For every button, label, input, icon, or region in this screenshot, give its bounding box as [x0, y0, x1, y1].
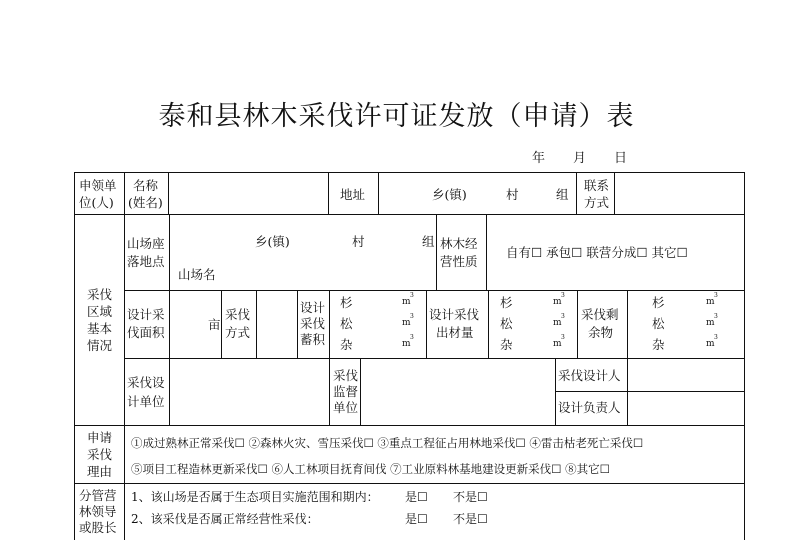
residue-pine-label: 松 — [652, 316, 665, 331]
residue-fir-unit: m — [706, 297, 715, 307]
supervision-label-line1: 采伐 — [333, 368, 359, 383]
residue-misc-unit-sup: 3 — [714, 334, 718, 341]
residue-label-line1: 采伐剩 — [581, 307, 619, 322]
residue-label-line2: 余物 — [588, 325, 614, 340]
stock-misc-label: 杂 — [340, 337, 353, 352]
leader-question-2: 2、该采伐是否属正常经营性采伐： — [131, 512, 319, 526]
management-options[interactable]: 自有☐ 承包☐ 联营分成☐ 其它☐ — [506, 245, 688, 260]
reason-options-line2[interactable]: ⑤项目工程造林更新采伐☐ ⑥人工林项目抚育间伐 ⑦工业原料林基地建设更新采伐☐ ⑧其它☐ — [131, 462, 610, 476]
output-misc-unit: m — [553, 339, 562, 349]
design-leader-label: 设计负责人 — [558, 400, 621, 415]
leader-q2-no-checkbox[interactable]: 不是☐ — [453, 512, 488, 526]
stock-misc-unit: m — [402, 339, 411, 349]
address-township-label: 乡(镇) — [432, 187, 467, 202]
method-label-line1: 采伐 — [225, 307, 251, 322]
stock-fir-label: 杉 — [340, 295, 353, 310]
contact-label-line1: 联系 — [584, 178, 610, 193]
design-area-label-line2: 伐面积 — [127, 325, 165, 340]
leader-label-line1: 分管营 — [79, 488, 117, 503]
management-label-line1: 林木经 — [440, 236, 478, 251]
output-label-line2: 出材量 — [436, 325, 474, 340]
design-unit-label-line1: 采伐设 — [127, 375, 165, 390]
leader-label-line3: 或股长 — [79, 520, 117, 535]
output-fir-unit: m — [553, 297, 562, 307]
date-day-label: 日 — [614, 151, 628, 166]
address-group-label: 组 — [556, 187, 569, 202]
area-section-label-2: 区域 — [87, 304, 113, 319]
leader-q1-no-checkbox[interactable]: 不是☐ — [453, 490, 488, 504]
output-fir-unit-sup: 3 — [561, 292, 565, 299]
design-unit-label-line2: 计单位 — [127, 394, 165, 409]
reason-label-line2: 采伐 — [87, 447, 113, 462]
designer-field[interactable] — [629, 360, 743, 390]
stock-misc-unit-sup: 3 — [410, 334, 414, 341]
mu-unit-label: 亩 — [208, 317, 221, 332]
reason-options-line1[interactable]: ①成过熟林正常采伐☐ ②森林火灾、雪压采伐☐ ③重点工程征占用林地采伐☐ ④雷击枯老死亡采伐☐ — [131, 436, 644, 450]
leader-question-1: 1、该山场是否属于生态项目实施范围和期内： — [131, 490, 379, 504]
area-section-label-1: 采伐 — [87, 287, 113, 302]
name-label-line1: 名称 — [133, 178, 159, 193]
output-misc-unit-sup: 3 — [561, 334, 565, 341]
location-village-label: 村 — [352, 234, 365, 249]
stock-pine-label: 松 — [340, 316, 353, 331]
design-area-label-line1: 设计采 — [127, 307, 165, 322]
location-group-label: 组 — [422, 234, 435, 249]
page-title: 泰和县林木采伐许可证发放（申请）表 — [158, 101, 635, 132]
leader-label-line2: 林领导 — [79, 504, 117, 519]
reason-label-line1: 申请 — [87, 430, 113, 445]
residue-misc-label: 杂 — [652, 337, 665, 352]
stock-pine-unit: m — [402, 318, 411, 328]
area-section-label-4: 情况 — [87, 338, 113, 353]
residue-misc-unit: m — [706, 339, 715, 349]
reason-label-line3: 理由 — [87, 464, 113, 479]
address-label: 地址 — [340, 187, 366, 202]
location-township-label: 乡(镇) — [255, 234, 290, 249]
applicant-label-line2: 位(人) — [79, 195, 114, 210]
location-label-line1: 山场座 — [127, 236, 165, 251]
residue-pine-unit-sup: 3 — [714, 313, 718, 320]
mountain-name-label: 山场名 — [178, 267, 216, 282]
address-village-label: 村 — [506, 187, 519, 202]
stock-fir-unit-sup: 3 — [410, 292, 414, 299]
output-label-line1: 设计采伐 — [429, 307, 480, 322]
management-label-line2: 营性质 — [440, 254, 478, 269]
supervision-label-line2: 监督 — [333, 384, 359, 399]
stock-label-line3: 蓄积 — [300, 332, 326, 347]
output-pine-unit: m — [553, 318, 562, 328]
residue-fir-unit-sup: 3 — [714, 292, 718, 299]
area-section-label-3: 基本 — [87, 321, 113, 336]
date-year-label: 年 — [532, 151, 546, 166]
residue-fir-label: 杉 — [652, 295, 665, 310]
design-leader-field[interactable] — [629, 393, 743, 424]
applicant-label-line1: 申领单 — [79, 178, 117, 193]
location-label-line2: 落地点 — [127, 254, 165, 269]
supervision-unit-field[interactable] — [362, 360, 554, 424]
contact-label-line2: 方式 — [584, 195, 610, 210]
residue-pine-unit: m — [706, 318, 715, 328]
method-label-line2: 方式 — [225, 325, 251, 340]
leader-q1-yes-checkbox[interactable]: 是☐ — [405, 490, 428, 504]
leader-q2-yes-checkbox[interactable]: 是☐ — [405, 512, 428, 526]
output-pine-unit-sup: 3 — [561, 313, 565, 320]
stock-pine-unit-sup: 3 — [410, 313, 414, 320]
designer-label: 采伐设计人 — [558, 368, 621, 383]
contact-field[interactable] — [616, 174, 743, 214]
name-label-line2: (姓名) — [128, 195, 163, 210]
output-fir-label: 杉 — [500, 295, 513, 310]
output-pine-label: 松 — [500, 316, 513, 331]
stock-label-line2: 采伐 — [300, 316, 326, 331]
stock-label-line1: 设计 — [300, 300, 326, 315]
output-misc-label: 杂 — [500, 337, 513, 352]
date-month-label: 月 — [573, 151, 587, 166]
supervision-label-line3: 单位 — [333, 400, 359, 415]
design-unit-field[interactable] — [171, 360, 328, 424]
applicant-name-field[interactable] — [170, 174, 327, 214]
stock-fir-unit: m — [402, 297, 411, 307]
